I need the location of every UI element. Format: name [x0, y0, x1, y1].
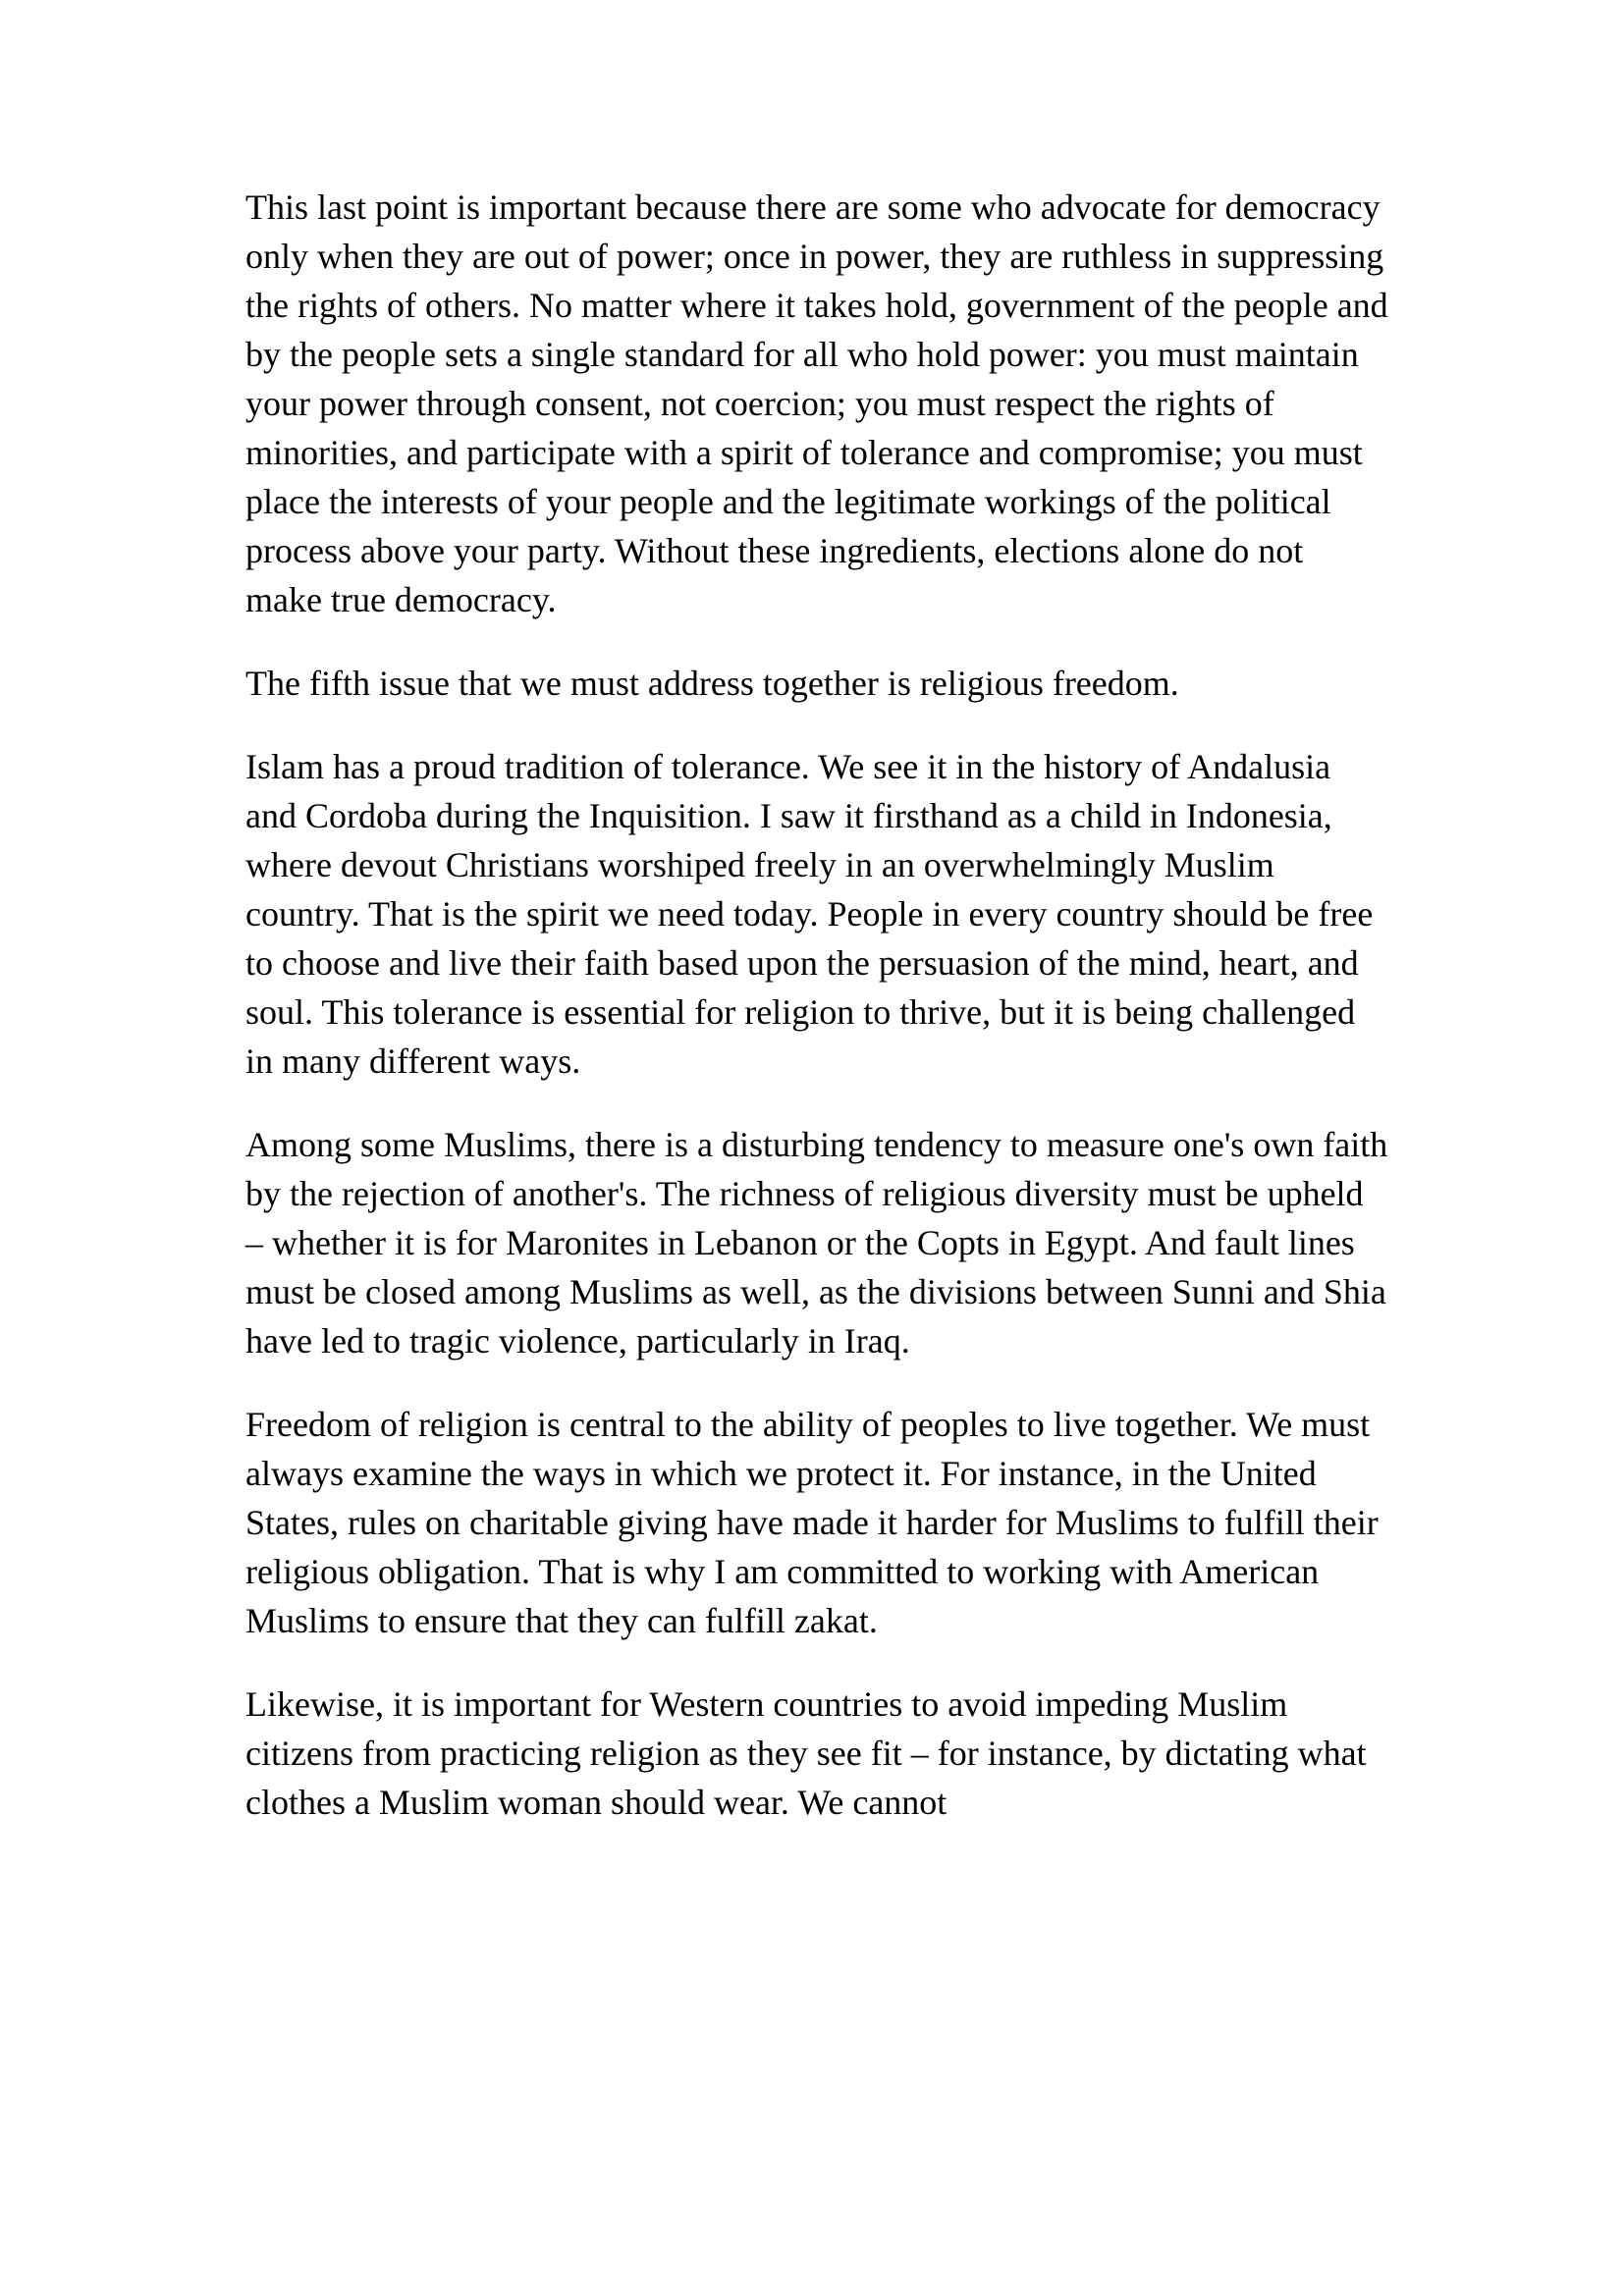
- paragraph: This last point is important because there are some who advocate for democracy only when they are out of power; once in power, they are ruthless in suppressing the rights of others. No matter where it takes hold, government of the people and by the people sets a single standard for all who hold power: you must maintain your power through consent, not coercion; you must respect the rights of minorities, and participate with a spirit of tolerance and compromise; you must place the interests of your people and the legitimate workings of the political process above your party. Without these ingredients, elections alone do not make true democracy.: [245, 187, 1388, 619]
- paragraph: Freedom of religion is central to the ability of peoples to live together. We must always examine the ways in which we protect it. For instance, in the United States, rules on charitable giving have made it harder for Muslims to fulfill their religious obligation. That is why I am committed to working with American Muslims to ensure that they can fulfill zakat.: [245, 1405, 1379, 1640]
- paragraph: The fifth issue that we must address together is religious freedom.: [245, 664, 1179, 703]
- paragraph: Islam has a proud tradition of tolerance. We see it in the history of Andalusia and Cordoba during the Inquisition. I saw it firsthand as a child in Indonesia, where devout Christians worshiped freely in an overwhelmingly Muslim country. That is the spirit we need today. People in every country should be free to choose and live their faith based upon the persuasion of the mind, heart, and soul. This tolerance is essential for religion to thrive, but it is being challenged in many different ways.: [245, 747, 1374, 1081]
- paragraph: Likewise, it is important for Western countries to avoid impeding Muslim citizens from practicing religion as they see fit – for instance, by dictating what clothes a Muslim woman should wear. We cannot: [245, 1684, 1367, 1822]
- paragraph: Among some Muslims, there is a disturbing tendency to measure one's own faith by the rejection of another's. The richness of religious diversity must be upheld – whether it is for Maronites in Lebanon or the Copts in Egypt. And fault lines must be closed among Muslims as well, as the divisions between Sunni and Shia have led to tragic violence, particularly in Iraq.: [245, 1125, 1388, 1361]
- document-text-column: [245, 183, 1388, 1827]
